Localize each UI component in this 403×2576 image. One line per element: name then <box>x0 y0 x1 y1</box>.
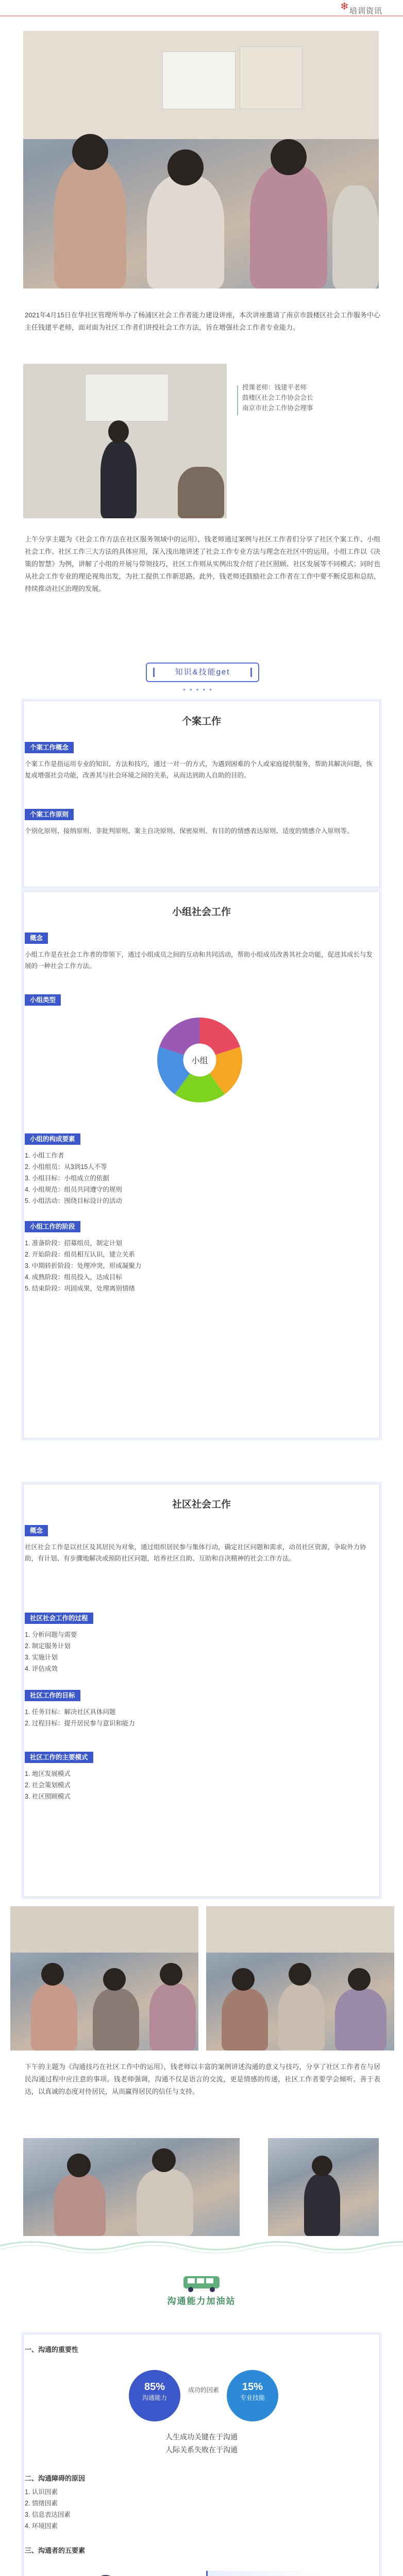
list-item: 5. 结束阶段：巩固成果，处理离别情绪 <box>25 1285 135 1292</box>
knowledge-label: 知识&技能get <box>175 668 230 676</box>
groupwork-elements-head: 小组的构成要素 <box>25 1133 80 1145</box>
communitywork-concept: 社区社会工作是以社区及其居民为对象，通过组织居民参与集体行动，确定社区问题和需求，动员社区资源，争取外力协助，有计划、有步骤地解决或预防社区问题，培养社区自助、互助和自决精神的社会工作方法。 <box>25 1544 366 1562</box>
casework-principles: 个别化原则、接纳原则、非批判原则、案主自决原则、保密原则、有目的的情感表达原则、适度的情感介入原则等。 <box>25 827 354 835</box>
communitywork-title: 社区社会工作 <box>172 1499 231 1510</box>
list-item: 1. 分析问题与需要 <box>25 1631 77 1638</box>
list-item: 2. 制定服务计划 <box>25 1642 71 1650</box>
wheel-center-label: 小组 <box>191 1057 208 1065</box>
attr-value <box>256 2574 287 2576</box>
list-item: 1. 准备阶段：招募组员，制定计划 <box>25 1240 122 1247</box>
list-item: 1. 小组工作者 <box>25 1152 64 1159</box>
stat1-value: 85% <box>144 2381 165 2393</box>
communitywork-modes-head: 社区工作的主要模式 <box>25 1752 93 1763</box>
list-item: 3. 实施计划 <box>25 1654 58 1661</box>
casework-title: 个案工作 <box>181 716 221 727</box>
groupwork-concept: 小组工作是在社会工作者的带领下，通过小组成员之间的互动和共同活动，帮助小组成员改善其社会功能，促进其成长与发展的一种社会工作方法。 <box>25 951 373 970</box>
lecturer-info <box>242 382 397 413</box>
people-illustration <box>82 2566 155 2576</box>
communitywork-goals-head: 社区工作的目标 <box>25 1690 80 1701</box>
pill-right-bar <box>250 668 252 677</box>
comm-q1: 一、沟通的重要性 <box>25 2346 79 2353</box>
bus-icon <box>144 2272 259 2293</box>
top-header <box>0 0 403 26</box>
attr-row <box>206 2571 326 2576</box>
casework-card <box>23 701 380 887</box>
list-item: 4. 成熟阶段：组员投入，达成目标 <box>25 1274 122 1281</box>
discussion-photo <box>23 2138 240 2236</box>
list-item: 5. 小组活动：围绕目标设计的活动 <box>25 1197 122 1205</box>
communication-banner-title: 沟通能力加油站 <box>167 2296 236 2306</box>
list-item: 3. 小组目标：小组成立的依据 <box>25 1175 109 1182</box>
list-item: 1. 地区发展模式 <box>25 1770 71 1777</box>
pill-left-bar <box>153 668 155 677</box>
group-type-wheel <box>155 1015 245 1105</box>
success-line-2: 人际关系失败在于沟通 <box>165 2446 238 2454</box>
audience-photo-left <box>10 1906 198 2050</box>
presenter-photo <box>268 2138 379 2236</box>
knowledge-pill <box>146 663 259 682</box>
success-line-1: 人生成功关键在于沟通 <box>165 2433 238 2441</box>
casework-principles-head: 个案工作原则 <box>25 809 74 820</box>
casework-concept: 个案工作是指运用专业的知识、方法和技巧，通过一对一的方式，为遇到困难的个人或家庭提供服务，帮助其解决问题，恢复或增强社会功能，改善其与社会环境之间的关系，从而达到助人自助的目的。 <box>25 760 373 779</box>
list-item: 4. 评估成效 <box>25 1665 58 1672</box>
header-divider <box>0 15 403 16</box>
communitywork-process-head: 社区社会工作的过程 <box>25 1613 93 1624</box>
classroom-photo-1 <box>23 31 379 289</box>
communication-card <box>23 2334 380 2576</box>
groupwork-types-head: 小组类型 <box>25 994 61 1006</box>
list-item: 4. 小组规范：组员共同遵守的规则 <box>25 1186 122 1193</box>
groupwork-concept-head: 概念 <box>25 933 48 944</box>
morning-paragraph: 上午分享主题为《社会工作方法在社区服务领域中的运用》，钱老师通过案例与社区工作者们分享了社区个案工作、小组社会工作、社区工作三大方法的具体应用，深入浅出地讲述了社会工作专业方法与理念在社区中的运用。小组工作以《决策的智慧》为例，讲解了小组的开展与带领技巧，社区工作则从实例出发介绍了社区照顾、社区发展等不同模式；同时也从社会工作专业的理论视角出发，为社工提供工作新思路。此外，钱老师还鼓励社会工作者在工作中要不断反思和总结，持续推动社区治理的发展。 <box>25 535 380 592</box>
comm-q2-list <box>25 2486 375 2532</box>
snowflake-icon: ❄ <box>340 1 349 12</box>
list-item: 1. 认识因素 <box>25 2488 58 2496</box>
groupwork-stages-list <box>25 1238 375 1294</box>
communitywork-goals-list <box>25 1706 375 1729</box>
stat-communication <box>129 2370 180 2421</box>
audience-photo-right <box>206 1906 394 2050</box>
list-item: 2. 小组组员：从3到15人不等 <box>25 1163 107 1171</box>
list-item: 2. 开始阶段：组员相互认识，建立关系 <box>25 1251 135 1258</box>
list-item: 2. 情绪因素 <box>25 2500 58 2507</box>
communitywork-process-list <box>25 1629 375 1674</box>
afternoon-paragraph: 下午的主题为《沟通技巧在社区工作中的运用》，钱老师以丰富的案例讲述沟通的意义与技巧，分享了社区工作者在与居民沟通过程中应注意的事项。钱老师强调，沟通不仅是语言的交流，更是情感的传递，社区工作者要学会倾听、善于表达，以真诚的态度对待居民，从而赢得居民的信任与支持。 <box>25 2063 380 2095</box>
stat-skill <box>227 2370 278 2421</box>
list-item: 2. 社会策划模式 <box>25 1782 71 1789</box>
list-item: 1. 任务目标：解决社区具体问题 <box>25 1708 116 1716</box>
stat2-value: 15% <box>242 2381 263 2393</box>
communitywork-modes-list <box>25 1768 375 1802</box>
intro-paragraph: 2021年4月15日在华社区管理所举办了杨浦区社会工作者能力建设讲座，本次讲座邀请了南京市鼓楼区社会工作服务中心主任钱建平老师，面对面为社区工作者们讲授社会工作方法，旨在增强社会工作者专业能力。 <box>25 311 380 331</box>
list-item: 3. 社区照顾模式 <box>25 1793 71 1800</box>
stat2-label: 专业技能 <box>240 2394 265 2401</box>
comm-q3: 三、沟通者的五要素 <box>25 2547 86 2554</box>
header-label: 培训资讯 <box>349 7 382 15</box>
stat1-label: 沟通能力 <box>142 2394 167 2401</box>
wave-divider <box>0 2238 403 2253</box>
groupwork-title: 小组社会工作 <box>172 907 231 918</box>
success-factors-label: 成功的因素 <box>188 2386 219 2394</box>
groupwork-stages-head: 小组工作的阶段 <box>25 1221 80 1232</box>
communitywork-concept-head: 概念 <box>25 1525 48 1536</box>
speaker-photo <box>23 364 227 518</box>
list-item: 4. 环境因素 <box>25 2522 58 2530</box>
groupwork-elements-list <box>25 1150 375 1207</box>
casework-concept-head: 个案工作概念 <box>25 742 74 753</box>
list-item: 3. 信息表达因素 <box>25 2511 71 2518</box>
communication-banner <box>144 2272 259 2306</box>
list-item: 3. 中期转折阶段：处理冲突，形成凝聚力 <box>25 1262 142 1269</box>
list-item: 2. 过程目标：提升居民参与意识和能力 <box>25 1720 135 1727</box>
comm-q2: 二、沟通障碍的原因 <box>25 2475 86 2482</box>
decor-dots: • • • • • <box>183 685 213 693</box>
quote-bar <box>237 385 238 415</box>
lecturer-text: 授课老师：钱建平老师 鼓楼区社会工作协会会长 南京市社会工作协会理事 <box>242 384 313 412</box>
